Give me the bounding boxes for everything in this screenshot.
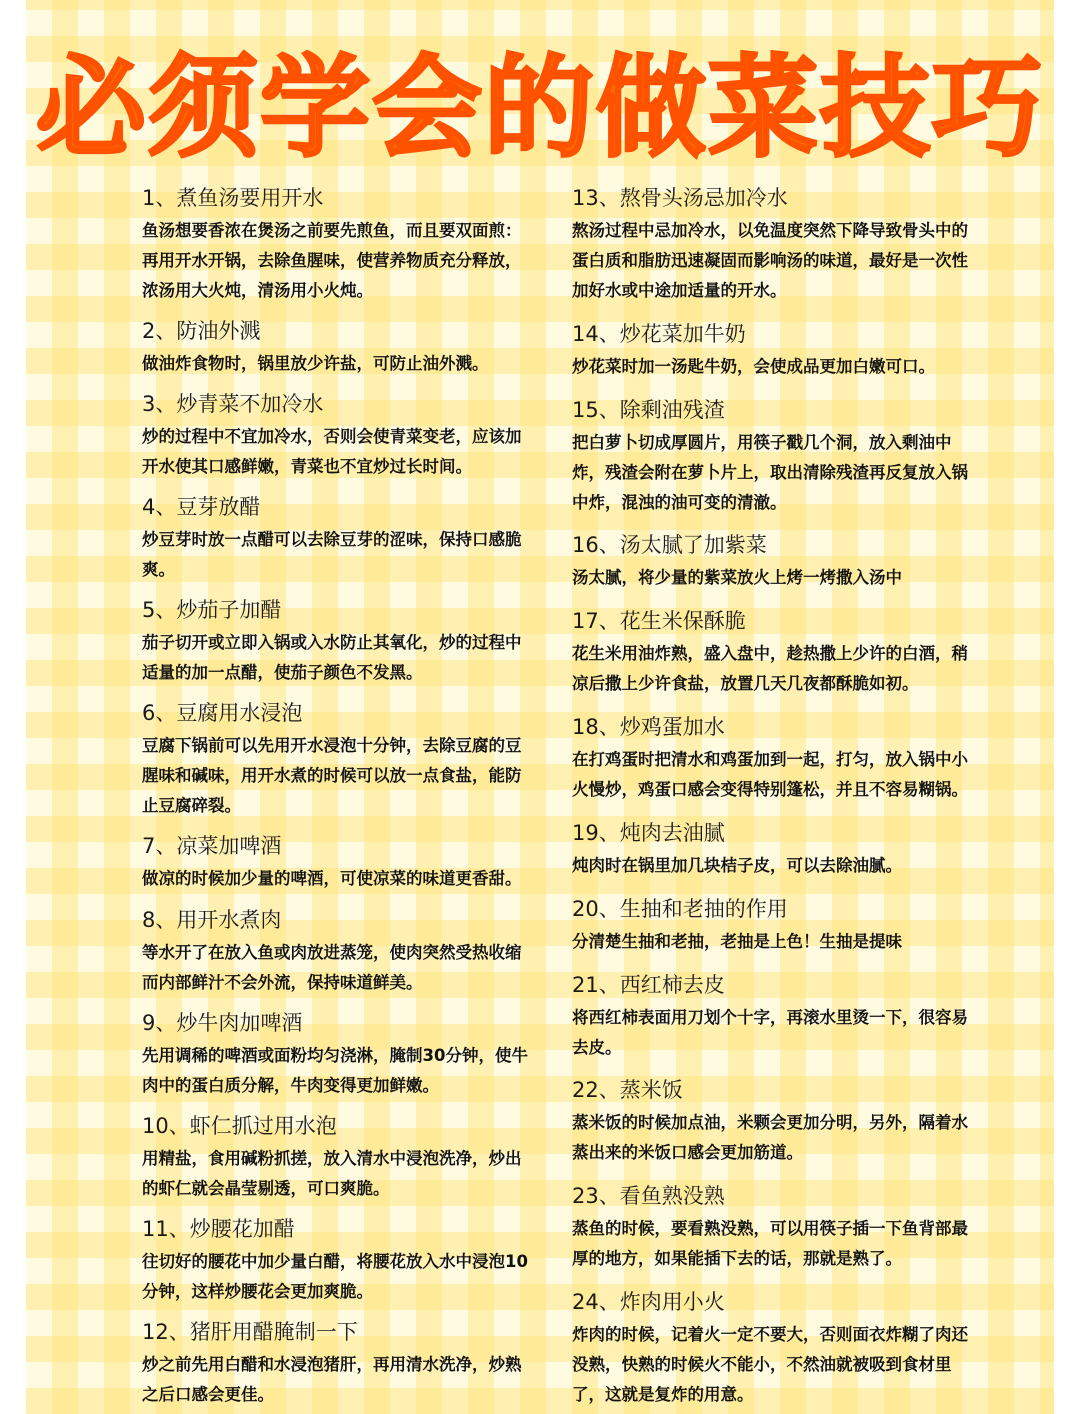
tip-body: 先用调稀的啤酒或面粉均匀浇淋，腌制30分钟，使牛肉中的蛋白质分解，牛肉变得更加鲜嫩。 <box>142 1045 528 1095</box>
tip-item <box>142 1213 534 1307</box>
tip-heading: 4、豆芽放醋 <box>142 495 261 520</box>
tip-body: 花生米用油炸熟，盛入盘中，趁热撒上少许的白酒，稍凉后撒上少许食盐，放置几天几夜都酥脆如初。 <box>572 644 968 694</box>
tip-item <box>572 318 982 382</box>
tip-body: 往切好的腰花中加少量白醋，将腰花放入水中浸泡10分钟，这样炒腰花会更加爽脆。 <box>142 1251 528 1301</box>
tips-column-right <box>572 182 982 1410</box>
tip-body: 炒的过程中不宜加冷水，否则会使青菜变老，应该加开水使其口感鲜嫩，青菜也不宜炒过长时间。 <box>142 427 522 477</box>
tip-item <box>142 491 534 585</box>
tip-heading: 22、蒸米饭 <box>572 1078 683 1103</box>
tip-heading: 17、花生米保酥脆 <box>572 609 746 634</box>
tip-heading: 9、炒牛肉加啤酒 <box>142 1010 303 1035</box>
tip-body: 豆腐下锅前可以先用开水浸泡十分钟，去除豆腐的豆腥味和碱味，用开水煮的时候可以放一点食盐，能防止豆腐碎裂。 <box>142 736 522 816</box>
tip-heading: 7、凉菜加啤酒 <box>142 834 282 859</box>
tip-item <box>572 817 982 881</box>
tip-body: 鱼汤想要香浓在煲汤之前要先煎鱼，而且要双面煎：再用开水开锅，去除鱼腥味，使营养物质充分释放，浓汤用大火炖，清汤用小火炖。 <box>142 221 522 300</box>
tip-item <box>572 394 982 518</box>
tip-heading: 1、煮鱼汤要用开水 <box>142 186 324 210</box>
tip-body: 炒之前先用白醋和水浸泡猪肝，再用清水洗净，炒熟之后口感会更佳。 <box>142 1354 522 1404</box>
tip-item <box>572 711 982 805</box>
tip-item <box>142 594 534 688</box>
tip-item <box>142 904 534 998</box>
tip-heading: 15、除剩油残渣 <box>572 397 725 422</box>
tip-heading: 20、生抽和老抽的作用 <box>572 896 788 921</box>
tip-body: 炖肉时在锅里加几块桔子皮，可以去除油腻。 <box>572 855 902 875</box>
tip-item <box>572 969 982 1063</box>
tip-item <box>142 1110 534 1204</box>
tip-heading: 5、炒茄子加醋 <box>142 598 282 623</box>
tip-item <box>572 1180 982 1274</box>
tip-item <box>572 893 982 957</box>
tip-body: 做油炸食物时，锅里放少许盐，可防止油外溅。 <box>142 354 489 374</box>
tip-heading: 13、熬骨头汤忌加冷水 <box>572 186 788 210</box>
tip-heading: 2、防油外溅 <box>142 319 261 344</box>
tip-item <box>572 605 982 699</box>
tip-body: 分清楚生抽和老抽，老抽是上色！生抽是提味 <box>572 931 902 951</box>
tip-item <box>572 1074 982 1168</box>
tip-item <box>142 315 534 379</box>
tip-body: 在打鸡蛋时把清水和鸡蛋加到一起，打匀，放入锅中小火慢炒，鸡蛋口感会变得特别篷松，并且不容易糊锅。 <box>572 750 968 800</box>
tip-item <box>142 1007 534 1101</box>
tip-item <box>142 697 534 821</box>
tip-body: 熬汤过程中忌加冷水，以免温度突然下降导致骨头中的蛋白质和脂肪迅速凝固而影响汤的味道，最好是一次性加好水或中途加适量的开水。 <box>572 221 968 300</box>
tip-heading: 6、豆腐用水浸泡 <box>142 701 303 726</box>
tip-heading: 14、炒花菜加牛奶 <box>572 321 746 346</box>
tip-heading: 24、炸肉用小火 <box>572 1289 725 1314</box>
tip-body: 炒花菜时加一汤匙牛奶，会使成品更加白嫩可口。 <box>572 356 935 376</box>
tip-body: 蒸米饭的时候加点油，米颗会更加分明，另外，隔着水蒸出来的米饭口感会更加筋道。 <box>572 1113 968 1163</box>
tip-heading: 23、看鱼熟没熟 <box>572 1184 725 1209</box>
tip-heading: 19、炖肉去油腻 <box>572 820 725 845</box>
tip-body: 炒豆芽时放一点醋可以去除豆芽的涩味，保持口感脆爽。 <box>142 530 522 580</box>
right-margin-strip <box>1054 0 1080 1414</box>
left-margin-strip <box>0 0 26 1414</box>
tip-item <box>572 529 982 593</box>
tip-item <box>572 182 982 306</box>
tip-heading: 12、猪肝用醋腌制一下 <box>142 1319 358 1344</box>
tip-body: 把白萝卜切成厚圆片，用筷子戳几个洞，放入剩油中炸，残渣会附在萝卜片上，取出清除残渣再反复放入锅中炸，混浊的油可变的清澈。 <box>572 432 968 512</box>
tip-body: 将西红柿表面用刀划个十字，再滚水里烫一下，很容易去皮。 <box>572 1007 968 1057</box>
tip-heading: 3、炒青菜不加冷水 <box>142 392 324 417</box>
tip-body: 茄子切开或立即入锅或入水防止其氧化，炒的过程中适量的加一点醋，使茄子颜色不发黑。 <box>142 633 522 683</box>
tip-body: 炸肉的时候，记着火一定不要大，否则面衣炸糊了肉还没熟，快熟的时候火不能小，不然油就被吸到食材里了，这就是复炸的用意。 <box>572 1324 968 1404</box>
tip-heading: 16、汤太腻了加紫菜 <box>572 533 767 558</box>
tip-body: 用精盐，食用碱粉抓搓，放入清水中浸泡洗净，炒出的虾仁就会晶莹剔透，可口爽脆。 <box>142 1148 522 1198</box>
tip-item <box>142 1316 534 1410</box>
tip-item <box>142 182 534 306</box>
tip-heading: 8、用开水煮肉 <box>142 907 282 932</box>
tip-body: 等水开了在放入鱼或肉放进蒸笼，使肉突然受热收缩而内部鲜汁不会外流，保持味道鲜美。 <box>142 942 522 992</box>
tip-item <box>142 830 534 894</box>
page-title: 必须学会的做菜技巧 <box>36 44 1044 172</box>
tip-heading: 10、虾仁抓过用水泡 <box>142 1113 337 1138</box>
tip-item <box>142 388 534 482</box>
tip-body: 做凉的时候加少量的啤酒，可使凉菜的味道更香甜。 <box>142 869 522 889</box>
tip-heading: 21、西红柿去皮 <box>572 972 725 997</box>
tips-column-left <box>142 182 534 1410</box>
tip-body: 汤太腻，将少量的紫菜放火上烤一烤撒入汤中 <box>572 568 902 588</box>
tip-item <box>572 1286 982 1410</box>
tip-body: 蒸鱼的时候，要看熟没熟，可以用筷子插一下鱼背部最厚的地方，如果能插下去的话，那就是熟了。 <box>572 1219 968 1269</box>
tip-heading: 11、炒腰花加醋 <box>142 1216 295 1241</box>
tip-heading: 18、炒鸡蛋加水 <box>572 715 725 740</box>
